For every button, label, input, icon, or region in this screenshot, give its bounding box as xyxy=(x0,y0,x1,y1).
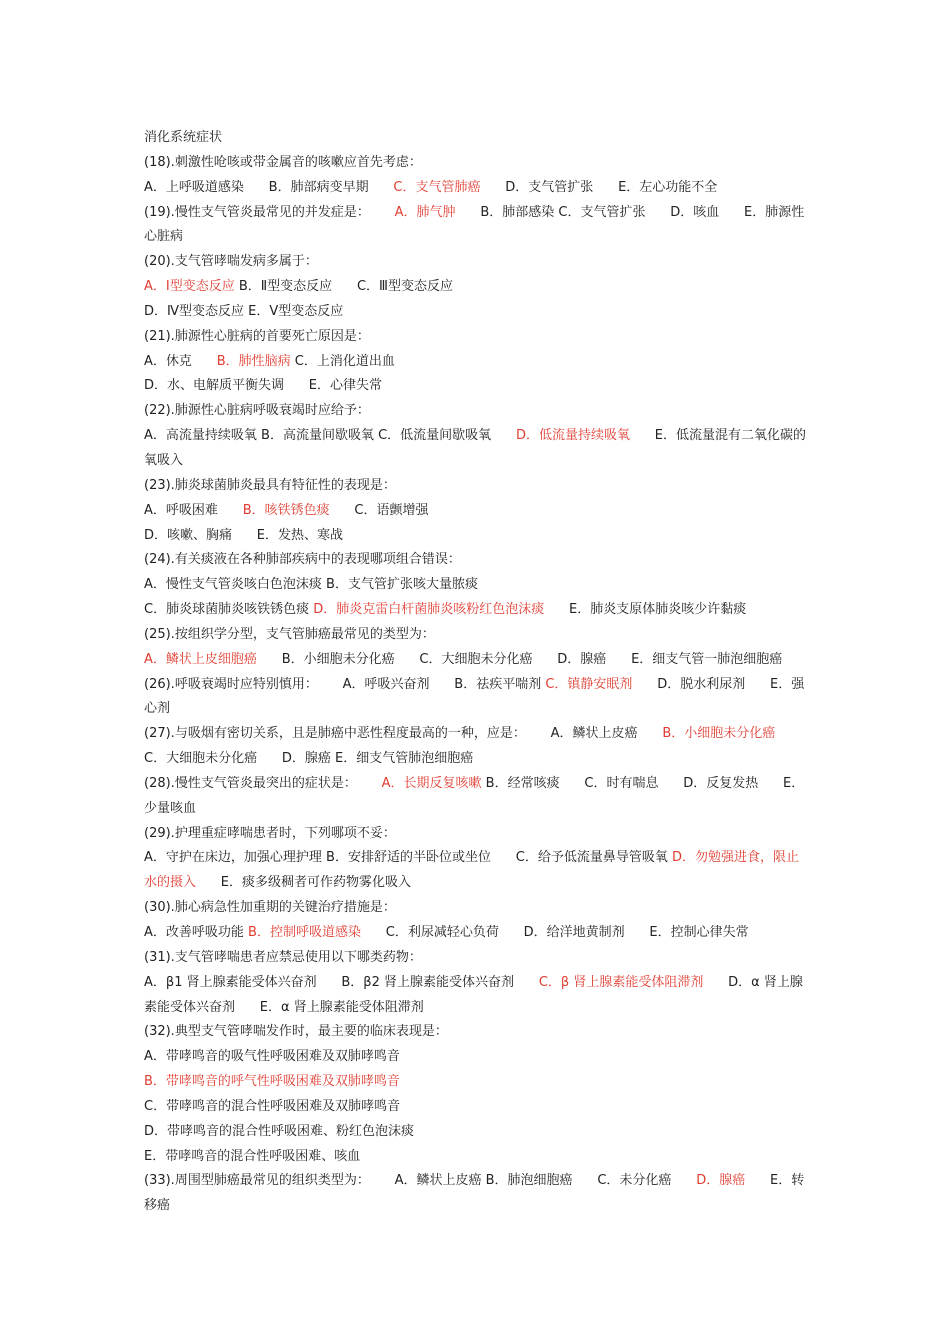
option-text: A．带哮鸣音的吸气性呼吸困难及双肺哮鸣音 xyxy=(144,1049,400,1065)
option-text: E．痰多级稠者可作药物雾化吸入 xyxy=(196,875,412,891)
correct-answer: A．Ⅰ型变态反应 xyxy=(144,279,235,295)
option-text: C．语颤增强 xyxy=(329,502,429,518)
question-block xyxy=(144,896,808,946)
question-block xyxy=(144,474,808,549)
options-line xyxy=(144,971,808,1021)
option-text: D．Ⅳ型变态反应 E．Ⅴ型变态反应 xyxy=(144,303,344,319)
option-text: (26).呼吸衰竭时应特别慎用： A．呼吸兴奋剂 B．祛疾平喘剂 xyxy=(144,676,546,692)
options-line xyxy=(144,921,808,946)
question-block xyxy=(144,822,808,897)
options-line xyxy=(144,176,808,201)
options-line xyxy=(144,573,808,598)
option-text: E．转移癌 xyxy=(144,1173,805,1214)
option-text: C．大细胞未分化癌 D．腺癌 E．细支气管肺泡细胞癌 xyxy=(144,726,801,767)
options-line xyxy=(144,300,808,325)
correct-answer: B．小细胞未分化癌 xyxy=(662,726,776,742)
option-text: A．呼吸困难 xyxy=(144,502,243,518)
question-block xyxy=(144,673,808,723)
option-text: (33).周围型肺癌最常见的组织类型为： A．鳞状上皮癌 B．肺泡细胞癌 C．未分化癌 xyxy=(144,1173,697,1189)
option-text: C．带哮鸣音的混合性呼吸困难及双肺哮鸣音 xyxy=(144,1098,401,1114)
option-text: A．休克 xyxy=(144,353,217,369)
question-stem: (31).支气管哮喘患者应禁忌使用以下哪类药物： xyxy=(144,949,422,965)
correct-answer: D．低流量持续吸氧 xyxy=(515,428,630,444)
option-text: A．守护在床边，加强心理护理 B．安排舒适的半卧位或坐位 C．给予低流量鼻导管吸氧 xyxy=(144,850,672,866)
correct-answer: B．带哮鸣音的呼气性呼吸困难及双肺哮鸣音 xyxy=(144,1074,400,1090)
option-text: E．肺炎支原体肺炎咳少许黏痰 xyxy=(544,602,747,618)
correct-answer: D．腺癌 xyxy=(696,1173,746,1189)
option-text: D．水、电解质平衡失调 E．心律失常 xyxy=(144,378,383,394)
question-block xyxy=(144,250,808,325)
option-text: B．经常咳痰 C．时有喘息 D．反复发热 E．少量咳血 xyxy=(144,775,805,816)
options-line xyxy=(144,1145,808,1170)
options-line xyxy=(144,201,808,251)
option-text: A．改善呼吸功能 xyxy=(144,925,249,940)
option-text: D．脱水利尿剂 E．强心剂 xyxy=(144,676,805,717)
options-line xyxy=(144,598,808,623)
question-block xyxy=(144,325,808,400)
option-text: E．低流量混有二氧化碳的氧吸入 xyxy=(144,428,806,468)
options-line xyxy=(144,648,808,673)
options-line xyxy=(144,673,808,723)
question-stem: (32).典型支气管哮喘发作时，最主要的临床表现是： xyxy=(144,1024,448,1040)
question-block xyxy=(144,1020,808,1169)
correct-answer: A．鳞状上皮细胞癌 xyxy=(144,651,257,667)
option-text: (28).慢性支气管炎最突出的症状是： xyxy=(144,775,382,791)
option-text: A．高流量持续吸氧 B．高流量间歇吸氧 C．低流量间歇吸氧 xyxy=(144,428,516,444)
question-block xyxy=(144,548,808,623)
options-line xyxy=(144,722,808,772)
question-stem: (24).有关痰液在各种肺部疾病中的表现哪项组合错误： xyxy=(144,552,461,568)
option-text: C．利尿减轻心负荷 D．给洋地黄制剂 E．控制心律失常 xyxy=(360,925,749,940)
option-text: D．咳嗽、胸痛 E．发热、寒战 xyxy=(144,527,344,543)
question-block xyxy=(144,1169,808,1219)
correct-answer: C．β 肾上腺素能受体阻滞剂 xyxy=(538,974,704,990)
question-stem: (30).肺心病急性加重期的关键治疗措施是： xyxy=(144,900,396,916)
question-block xyxy=(144,772,808,822)
option-text: C．肺炎球菌肺炎咳铁锈色痰 xyxy=(144,602,314,618)
question-stem: (21).肺源性心脏病的首要死亡原因是： xyxy=(144,328,370,344)
option-text: A．上呼吸道感染 B．肺部病变早期 xyxy=(144,179,394,195)
question-block xyxy=(144,722,808,772)
option-text: D．带哮鸣音的混合性呼吸困难、粉红色泡沫痰 xyxy=(144,1123,415,1139)
correct-answer: D．勿勉强进食，限止水的摄入 xyxy=(144,850,799,891)
correct-answer: B．肺性脑病 xyxy=(216,353,291,369)
question-block xyxy=(144,946,808,1021)
options-line xyxy=(144,275,808,300)
options-line xyxy=(144,1045,808,1070)
options-line xyxy=(144,1070,808,1095)
options-line xyxy=(144,524,808,549)
question-stem: (22).肺源性心脏病呼吸衰竭时应给予： xyxy=(144,403,370,419)
options-line xyxy=(144,1169,808,1219)
correct-answer: A．肺气肿 xyxy=(394,204,456,220)
correct-answer: C．镇静安眠剂 xyxy=(545,676,633,692)
option-text: A．β1 肾上腺素能受体兴奋剂 B．β2 肾上腺素能受体兴奋剂 xyxy=(144,974,539,990)
options-line xyxy=(144,424,808,474)
question-stem: (20).支气管哮喘发病多属于： xyxy=(144,254,318,270)
options-line xyxy=(144,1095,808,1120)
section-title: 消化系统症状 xyxy=(144,130,223,145)
option-text: B．肺部感染 C．支气管扩张 D．咳血 E．肺源性心脏病 xyxy=(144,204,805,245)
correct-answer: B．控制呼吸道感染 xyxy=(248,925,361,940)
option-text: B．Ⅱ型变态反应 C．Ⅲ型变态反应 xyxy=(234,279,454,295)
option-text: A．慢性支气管炎咳白色泡沫痰 B．支气管扩张咳大量脓痰 xyxy=(144,577,478,593)
options-line xyxy=(144,1120,808,1145)
question-block xyxy=(144,399,808,474)
question-block xyxy=(144,623,808,673)
correct-answer: A．长期反复咳嗽 xyxy=(381,775,482,791)
options-line xyxy=(144,846,808,896)
question-block xyxy=(144,151,808,201)
question-stem: (23).肺炎球菌肺炎最具有特征性的表现是： xyxy=(144,477,396,493)
correct-answer: C．支气管肺癌 xyxy=(393,179,481,195)
options-line xyxy=(144,350,808,375)
question-stem: (25).按组织学分型，支气管肺癌最常见的类型为： xyxy=(144,626,435,642)
option-text: (27).与吸烟有密切关系，且是肺癌中恶性程度最高的一种，应是： A．鳞状上皮癌 xyxy=(144,726,663,742)
question-block xyxy=(144,201,808,251)
document-content xyxy=(144,126,808,1219)
correct-answer: D．肺炎克雷白杆菌肺炎咳粉红色泡沫痰 xyxy=(313,602,545,618)
correct-answer: B．咳铁锈色痰 xyxy=(242,502,330,518)
options-line xyxy=(144,374,808,399)
option-text: B．小细胞未分化癌 C．大细胞未分化癌 D．腺癌 E．细支气管一肺泡细胞癌 xyxy=(256,651,783,667)
options-line xyxy=(144,499,808,524)
options-line xyxy=(144,772,808,822)
option-text: D．α 肾上腺素能受体兴奋剂 E．α 肾上腺素能受体阻滞剂 xyxy=(144,974,803,1015)
option-text: E．带哮鸣音的混合性呼吸困难、咳血 xyxy=(144,1148,361,1164)
option-text: D．支气管扩张 E．左心功能不全 xyxy=(480,179,718,195)
option-text: C．上消化道出血 xyxy=(290,353,395,369)
question-stem: (18).刺激性呛咳或带金属音的咳嗽应首先考虑： xyxy=(144,154,422,170)
option-text: (19).慢性支气管炎最常见的并发症是： xyxy=(144,204,395,220)
question-stem: (29).护理重症哮喘患者时，下列哪项不妥： xyxy=(144,825,396,841)
